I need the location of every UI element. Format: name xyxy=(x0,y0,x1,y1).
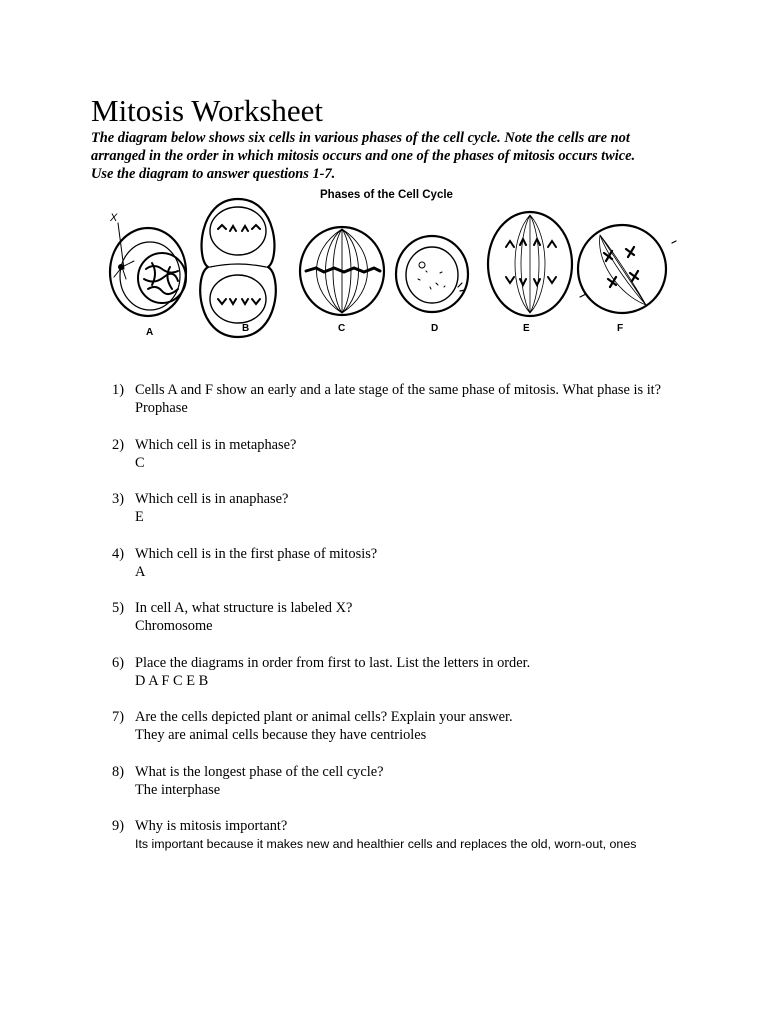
cell-d-drawing xyxy=(396,236,468,312)
answer-text: Chromosome xyxy=(135,618,213,634)
cell-e-drawing xyxy=(488,212,572,316)
cell-cycle-diagram xyxy=(100,187,680,347)
answer-text: They are animal cells because they have centrioles xyxy=(135,727,427,743)
question-list xyxy=(112,381,682,872)
question-text: Are the cells depicted plant or animal cells? Explain your answer. xyxy=(135,709,513,725)
question-text: What is the longest phase of the cell cycle? xyxy=(135,763,384,780)
question-item xyxy=(112,708,682,763)
cell-label-c: C xyxy=(338,323,346,334)
question-item xyxy=(112,545,682,600)
cell-label-d: D xyxy=(431,323,439,334)
cell-label-b: B xyxy=(242,323,250,334)
intro-line: Use the diagram to answer questions 1-7. xyxy=(91,166,336,182)
question-text: Why is mitosis important? xyxy=(135,818,288,834)
marker-label-x: X xyxy=(110,212,118,224)
cell-cycle-illustration xyxy=(100,187,680,347)
question-text: In cell A, what structure is labeled X? xyxy=(135,600,353,616)
cell-label-a: A xyxy=(146,327,154,338)
question-number: 4) xyxy=(112,545,124,562)
question-text: Which cell is in the first phase of mitosis? xyxy=(135,545,378,562)
intro-line: arranged in the order in which mitosis occurs and one of the phases of mitosis occurs twice. xyxy=(91,148,636,164)
cell-label-f: F xyxy=(617,323,624,334)
question-number: 5) xyxy=(112,600,124,616)
diagram-title: Phases of the Cell Cycle xyxy=(320,189,453,201)
answer-text: Prophase xyxy=(135,400,188,416)
question-item xyxy=(112,763,682,818)
question-item xyxy=(112,599,682,654)
question-item xyxy=(112,381,682,436)
answer-text: Its important because it makes new and healthier cells and replaces the old, worn-out, ones xyxy=(135,837,637,851)
question-text: Cells A and F show an early and a late stage of the same phase of mitosis. What phase is it? xyxy=(135,382,662,398)
question-text: Place the diagrams in order from first to last. List the letters in order. xyxy=(135,654,531,671)
question-number: 2) xyxy=(112,436,124,453)
cell-b-drawing xyxy=(200,199,276,337)
cell-a-drawing xyxy=(110,223,186,316)
cell-f-drawing xyxy=(578,225,676,313)
answer-text: E xyxy=(135,509,144,525)
question-number: 9) xyxy=(112,818,124,834)
question-number: 8) xyxy=(112,763,124,780)
answer-text: The interphase xyxy=(135,781,221,798)
intro-text xyxy=(91,129,691,183)
question-item xyxy=(112,817,682,872)
question-item xyxy=(112,490,682,545)
question-item xyxy=(112,654,682,709)
question-number: 3) xyxy=(112,491,124,507)
question-item xyxy=(112,436,682,491)
question-number: 7) xyxy=(112,709,124,725)
answer-text: A xyxy=(135,563,146,580)
answer-text: D A F C E B xyxy=(135,672,209,689)
question-text: Which cell is in metaphase? xyxy=(135,436,297,453)
cell-c-drawing xyxy=(300,227,384,315)
answer-text: C xyxy=(135,454,145,471)
cell-label-e: E xyxy=(523,323,530,334)
intro-line: The diagram below shows six cells in various phases of the cell cycle. Note the cells are not xyxy=(91,130,630,146)
page-title: Mitosis Worksheet xyxy=(91,93,324,128)
question-number: 6) xyxy=(112,654,124,671)
question-number: 1) xyxy=(112,382,124,398)
question-text: Which cell is in anaphase? xyxy=(135,491,289,507)
